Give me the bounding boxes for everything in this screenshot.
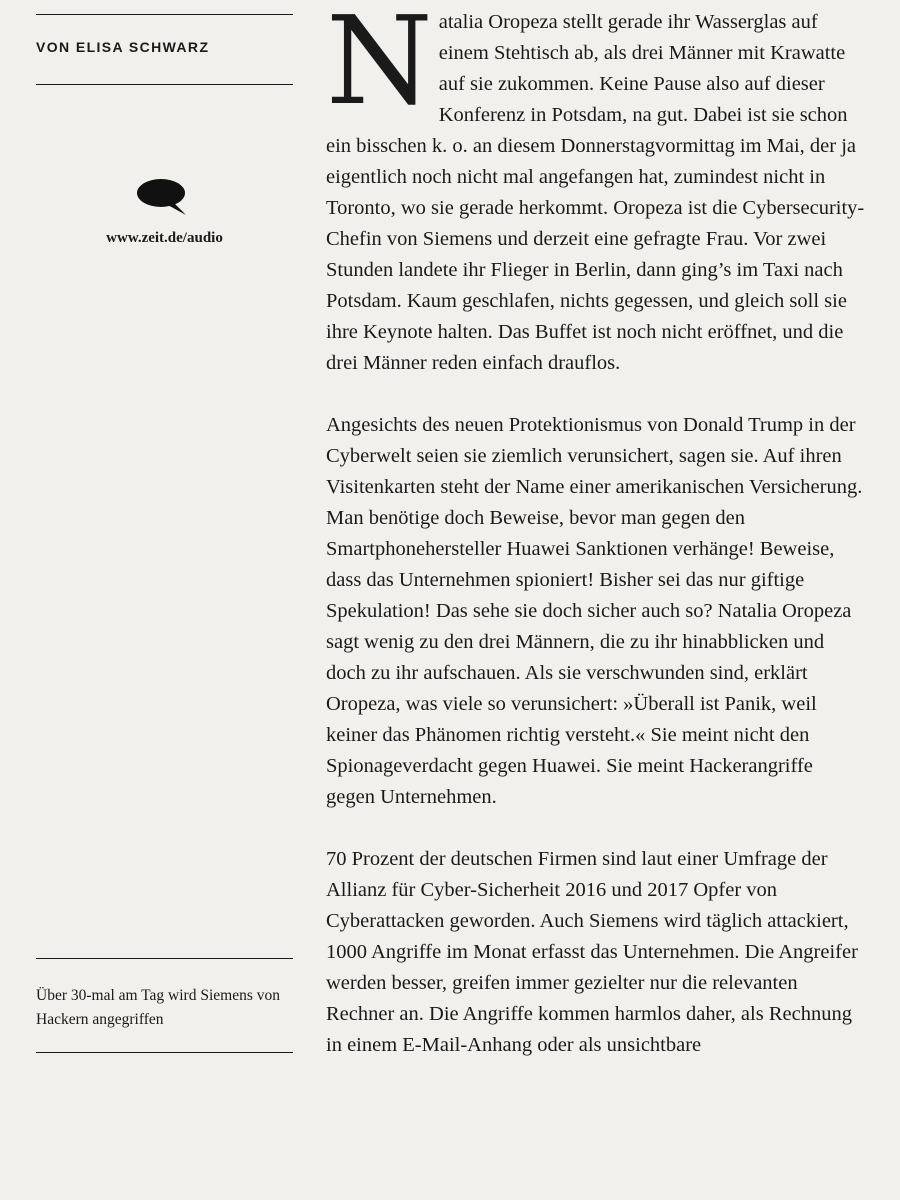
drop-cap: N — [326, 0, 433, 132]
paragraph — [326, 0, 866, 379]
paragraph: 70 Prozent der deutschen Firmen sind laut einer Umfrage der Allianz für Cyber-Sicherheit 2016 und 2017 Opfer von Cyberattacken geworden. Auch Siemens wird täglich attackiert, 1000 Angriffe im Monat erfasst das Unternehmen. Die Angreifer werden besser, greifen immer gezielter nur die relevanten Rechner an. Die Angriffe kommen harmlos daher, als Rechnung in einem E-Mail-Anhang oder als unsichtbare — [326, 848, 858, 1056]
divider — [36, 1052, 293, 1053]
audio-link[interactable]: www.zeit.de/audio — [106, 230, 223, 246]
divider — [36, 958, 293, 959]
paragraph: Angesichts des neuen Protektionismus von Donald Trump in der Cyberwelt seien sie ziemlich verunsichert, sagen sie. Auf ihren Visitenkarten steht der Name einer amerikanischen Versicherung. Man benötige doch Beweise, bevor man gegen den Smartphonehersteller Huawei Sanktionen verhänge! Beweise, dass das Unternehmen spioniert! Bisher sei das nur giftige Spekulation! Das sehe sie doch sicher auch so? Natalia Oropeza sagt wenig zu den drei Männern, die zu ihr hinabblicken und doch zu ihr aufschauen. Als sie verschwunden sind, erklärt Oropeza, was viele so verunsichert: »Überall ist Panik, weil keiner das Phänomen richtig versteht.« Sie meint nicht den Spionageverdacht gegen Huawei. Sie meint Hackerangriffe gegen Unternehmen. — [326, 414, 863, 808]
author-byline: VON ELISA SCHWARZ — [36, 39, 210, 55]
sidebar — [36, 0, 293, 1200]
article-body — [326, 0, 866, 1092]
divider — [36, 84, 293, 85]
divider — [36, 14, 293, 15]
pull-quote-caption: Über 30-mal am Tag wird Siemens von Hackern angegriffen — [36, 987, 280, 1028]
paragraph-text: atalia Oropeza stellt gerade ihr Wasserglas auf einem Stehtisch ab, als drei Männer mit Krawatte auf sie zukommen. Keine Pause also auf dieser Konferenz in Potsdam, na gut. Dabei ist sie schon ein bisschen k. o. an diesem Donnerstagvormittag im Mai, der ja eigentlich noch nicht mal angefangen hat, zumindest nicht in Toronto, wo sie gerade herkommt. Oropeza ist die Cybersecurity-Chefin von Siemens und derzeit eine gefragte Frau. Vor zwei Stunden landete ihr Flieger in Berlin, dann ging’s im Taxi nach Potsdam. Kaum geschlafen, nichts gegessen, und gleich soll sie ihre Keynote halten. Das Buffet ist noch nicht eröffnet, und die drei Männer reden einfach drauflos. — [326, 11, 865, 374]
speech-bubble-icon[interactable] — [136, 178, 190, 218]
